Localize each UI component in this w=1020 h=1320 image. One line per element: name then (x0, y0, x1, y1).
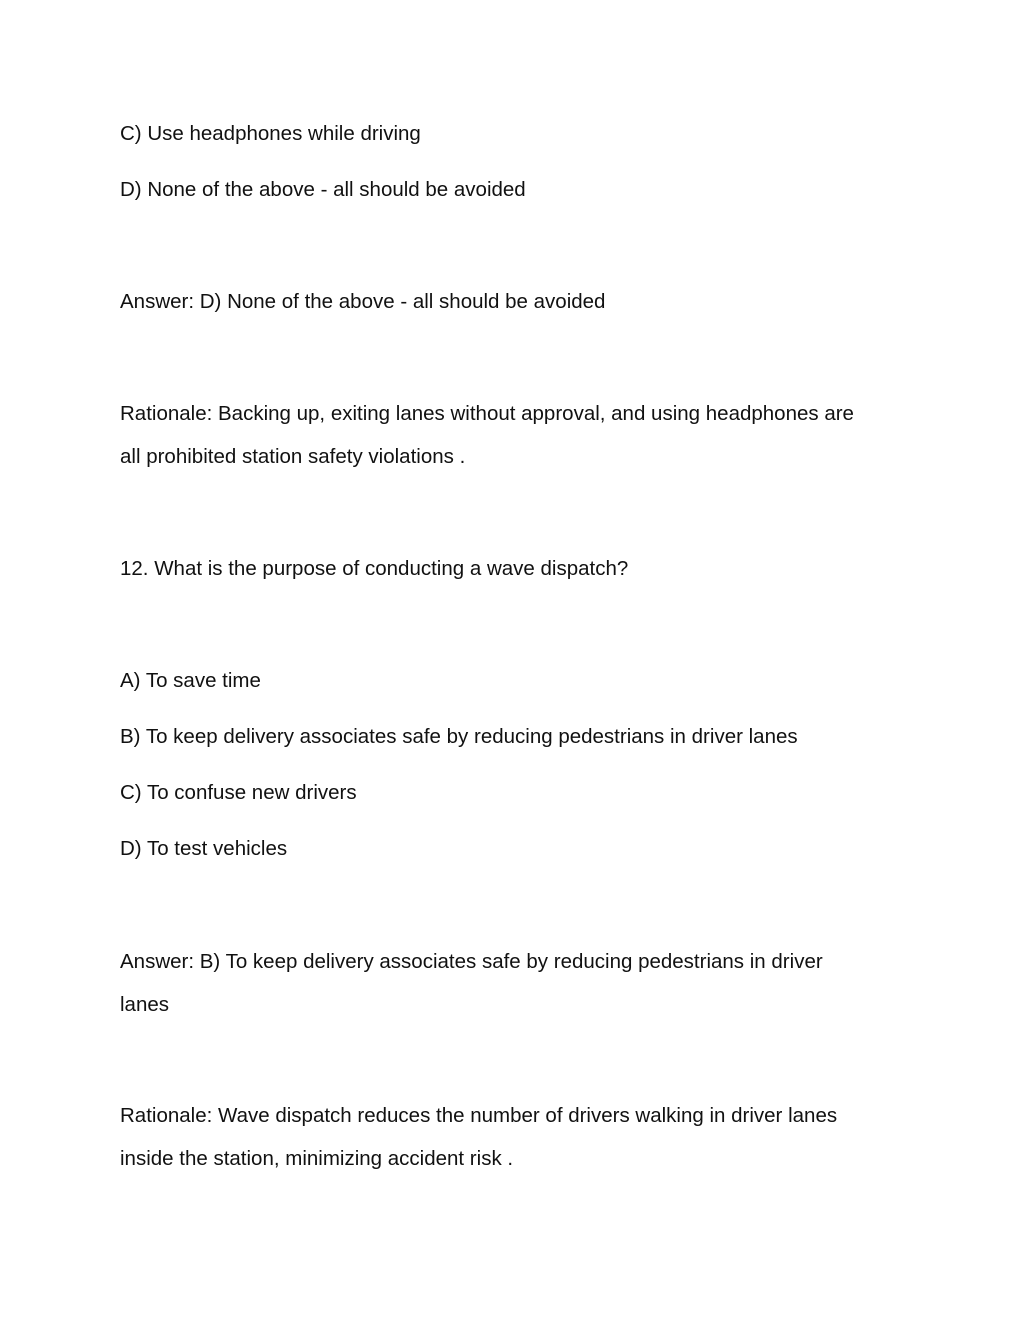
q12-option-c: C) To confuse new drivers (120, 781, 357, 804)
q11-rationale-line-2: all prohibited station safety violations . (120, 445, 466, 468)
q12-answer-line-1: Answer: B) To keep delivery associates safe by reducing pedestrians in driver (120, 950, 823, 973)
q12-answer-line-2: lanes (120, 993, 170, 1016)
q11-option-c: C) Use headphones while driving (120, 122, 421, 145)
q12-rationale-line-2: inside the station, minimizing accident risk . (120, 1147, 514, 1170)
q12-option-b: B) To keep delivery associates safe by reducing pedestrians in driver lanes (120, 725, 798, 748)
q12-option-d: D) To test vehicles (120, 837, 288, 860)
q12-option-a: A) To save time (120, 669, 261, 692)
q11-answer: Answer: D) None of the above - all should be avoided (120, 290, 606, 313)
q12-question: 12. What is the purpose of conducting a wave dispatch? (120, 557, 629, 580)
q11-option-d: D) None of the above - all should be avoided (120, 178, 526, 201)
q11-rationale-line-1: Rationale: Backing up, exiting lanes without approval, and using headphones are (120, 402, 854, 425)
q12-rationale-line-1: Rationale: Wave dispatch reduces the number of drivers walking in driver lanes (120, 1104, 838, 1127)
